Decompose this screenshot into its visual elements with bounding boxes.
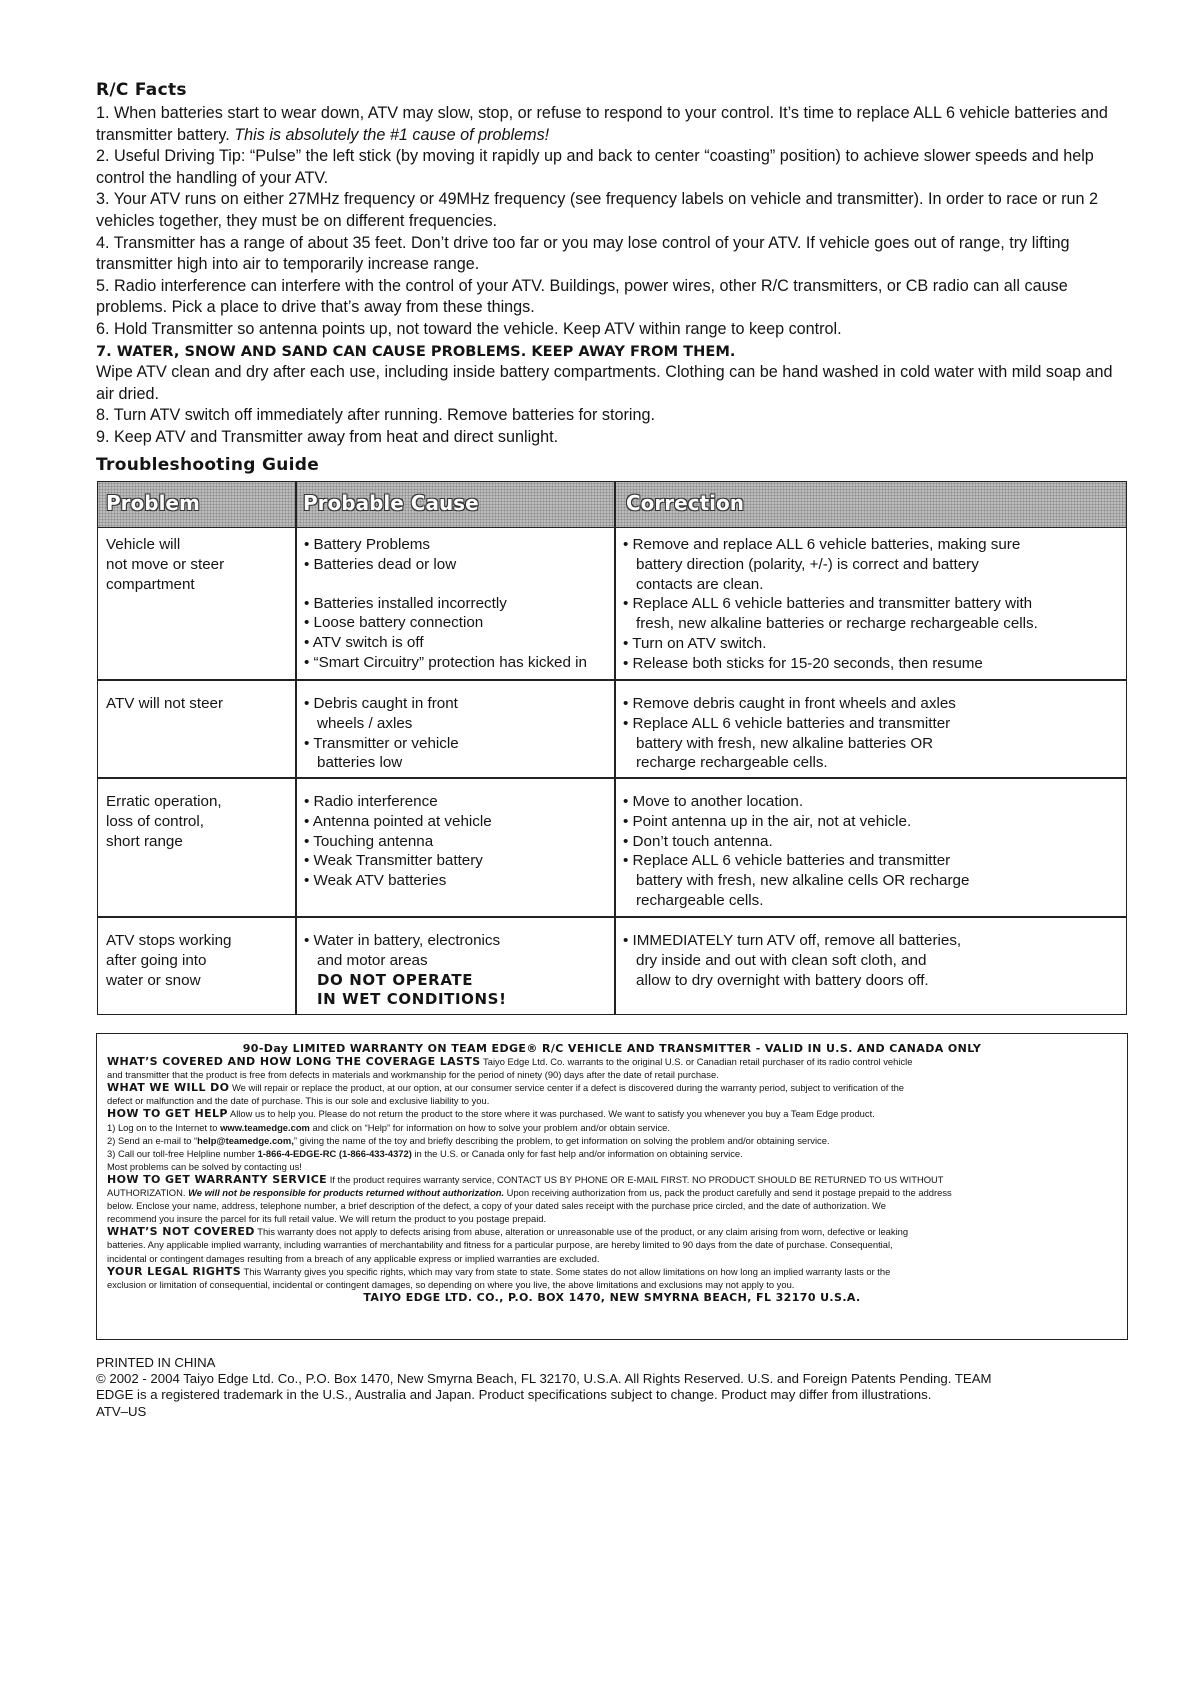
rc-facts-list: [96, 103, 1128, 449]
row-divider: [98, 679, 1126, 681]
fact-emphasis: This is absolutely the #1 cause of problems!: [234, 125, 550, 144]
column-divider: [614, 482, 616, 1014]
table-row-1-cause: [304, 535, 587, 673]
not-covered-heading: WHAT’S NOT COVERED: [107, 1225, 255, 1239]
warranty-text: [107, 1042, 1117, 1304]
row-divider: [98, 916, 1126, 918]
warranty-box: [96, 1033, 1128, 1340]
website-link[interactable]: www.teamedge.com: [220, 1121, 310, 1133]
help-text: ” giving the name of the toy and briefly describing the problem, to get information on solving the problem and/or obtaining service.: [293, 1134, 830, 1146]
not-covered-text: This warranty does not apply to defects arising from abuse, alteration or unreasonable use of the product, or any claim arising from worn, defective or leaking: [257, 1226, 909, 1238]
row-divider: [98, 777, 1126, 779]
cell-line: battery with fresh, new alkaline cells OR recharge: [636, 872, 970, 890]
table-row-4-problem: [106, 931, 231, 990]
email-link[interactable]: help@teamedge.com,: [197, 1134, 294, 1146]
warranty-covered: [107, 1055, 1117, 1068]
covered-text: and transmitter that the product is free from defects in materials and workmanship for the period of ninety (90) days after the date of retail purchase.: [107, 1069, 719, 1081]
warranty-rights: [107, 1265, 1117, 1278]
rights-text: This Warranty gives you specific rights, which may vary from state to state. Some states do not allow limitations on how long an implied warranty lasts or the: [243, 1265, 891, 1277]
table-header: [98, 482, 1126, 528]
copyright-line: © 2002 - 2004 Taiyo Edge Ltd. Co., P.O. Box 1470, New Smyrna Beach, FL 32170, U.S.A. All Rights Reserved. U.S. and Foreign Patents Pending. TEAM: [96, 1371, 992, 1387]
cell-line: short range: [106, 832, 183, 850]
not-covered-text: incidental or contingent damages resulting from a breach of any applicable express or implied warranties are excluded.: [107, 1252, 600, 1264]
cell-line: and motor areas: [317, 951, 428, 969]
fact-item: 2. Useful Driving Tip: “Pulse” the left stick (by moving it rapidly up and back to center “coasting” position) to achieve slower speeds and help control the handling of your ATV.: [96, 147, 1094, 187]
help-step-3: [107, 1147, 1117, 1160]
service-text: Upon receiving authorization from us, pack the product carefully and send it postage prepaid to the address: [504, 1187, 952, 1199]
cell-line: compartment: [106, 575, 195, 593]
fact-item: 3. Your ATV runs on either 27MHz frequency or 49MHz frequency (see frequency labels on vehicle and transmitter). In order to race or run 2 vehicles together, they must be on different frequencies.: [96, 190, 1099, 230]
cell-line: • ATV switch is off: [304, 634, 424, 652]
help-text: and click on “Help” for information on how to solve your problem and/or obtain service.: [309, 1121, 670, 1133]
cell-line: • Batteries dead or low: [304, 555, 457, 573]
cell-line: batteries low: [317, 754, 403, 772]
column-header-cause: Probable Cause: [303, 491, 479, 515]
cell-line: recharge rechargeable cells.: [636, 754, 828, 772]
cell-line: • Loose battery connection: [304, 614, 484, 632]
cell-line: Vehicle will: [106, 536, 181, 553]
service-text: below. Enclose your name, address, telephone number, a brief description of the defect, a copy of your dated sales receipt with the purchase price circled, and the date of authorization. We: [107, 1200, 886, 1212]
table-row-1-problem: [106, 535, 224, 594]
warranty-get-help: [107, 1107, 1117, 1120]
covered-heading: WHAT’S COVERED AND HOW LONG THE COVERAGE LASTS: [107, 1055, 481, 1069]
help-note: Most problems can be solved by contacting us!: [107, 1160, 302, 1172]
cell-line: loss of control,: [106, 812, 204, 830]
cell-line: • IMMEDIATELY turn ATV off, remove all batteries,: [623, 932, 962, 949]
cell-line: • Turn on ATV switch.: [623, 634, 767, 652]
cell-line: • Antenna pointed at vehicle: [304, 812, 492, 830]
cell-line: contacts are clean.: [636, 575, 764, 593]
cell-line: • Transmitter or vehicle: [304, 734, 459, 752]
column-header-problem: Problem: [106, 491, 200, 515]
column-divider: [295, 482, 297, 1014]
page-footer: [96, 1355, 1136, 1420]
warranty-not-covered: [107, 1225, 1117, 1238]
help-step-1: [107, 1121, 1117, 1134]
cell-line: battery with fresh, new alkaline batteries OR: [636, 734, 934, 752]
cell-line: ATV stops working: [106, 932, 232, 949]
helpline-number: 1-866-4-EDGE-RC (1-866-433-4372): [257, 1147, 412, 1159]
not-covered-text: batteries. Any applicable implied warranty, including warranties of merchantability and fitness for a particular purpose, are hereby limited to 90 days from the date of purchase. Consequential,: [107, 1239, 893, 1251]
cell-line: • Remove and replace ALL 6 vehicle batteries, making sure: [623, 536, 1021, 553]
cell-spacer: [304, 575, 587, 594]
cell-line: • Weak Transmitter battery: [304, 852, 483, 870]
get-help-heading: HOW TO GET HELP: [107, 1107, 228, 1121]
warranty-title: 90-Day LIMITED WARRANTY ON TEAM EDGE® R/C VEHICLE AND TRANSMITTER - VALID IN U.S. AND CANADA ONLY: [242, 1042, 982, 1055]
cell-line: • Move to another location.: [623, 793, 804, 810]
rc-facts-heading: R/C Facts: [96, 80, 187, 100]
rights-text: exclusion or limitation of consequential, incidental or contingent damages, so depending on where you live, the above limitations and exclusions may not apply to you.: [107, 1278, 795, 1290]
cell-line: • Radio interference: [304, 793, 438, 810]
warning-line: IN WET CONDITIONS!: [317, 990, 507, 1009]
get-help-text: Allow us to help you. Please do not return the product to the store where it was purchased. We want to satisfy you whenever you buy a Team Edge product.: [229, 1108, 875, 1120]
cell-line: not move or steer: [106, 555, 225, 573]
cell-line: battery direction (polarity, +/-) is correct and battery: [636, 555, 979, 573]
warranty-address: TAIYO EDGE LTD. CO., P.O. BOX 1470, NEW SMYRNA BEACH, FL 32170 U.S.A.: [363, 1290, 861, 1304]
cell-line: • Replace ALL 6 vehicle batteries and transmitter: [623, 714, 951, 732]
cell-line: • Battery Problems: [304, 536, 431, 553]
cell-line: • Touching antenna: [304, 832, 434, 850]
fact-item: Wipe ATV clean and dry after each use, including inside battery compartments. Clothing can be hand washed in cold water with mild soap and air dried.: [96, 363, 1113, 403]
warranty-will-do: [107, 1081, 1117, 1094]
table-row-2-cause: [304, 694, 459, 773]
cell-line: Erratic operation,: [106, 793, 222, 810]
fact-item: 1. When batteries start to wear down, ATV may slow, stop, or refuse to respond to your control. It’s time to replace ALL 6 vehicle batteries and transmitter battery. This is absolutely the #1 cause of problems!: [96, 104, 1108, 144]
table-row-3-problem: [106, 792, 222, 851]
covered-text: Taiyo Edge Ltd. Co. warrants to the original U.S. or Canadian retail purchaser of its radio control vehicle: [483, 1056, 913, 1068]
rights-heading: YOUR LEGAL RIGHTS: [107, 1264, 242, 1278]
cell-line: • Weak ATV batteries: [304, 872, 447, 890]
table-row-3-cause: [304, 792, 492, 891]
cell-line: rechargeable cells.: [636, 891, 764, 909]
table-row-2-problem: [106, 694, 223, 714]
table-row-3-correction: [623, 792, 969, 911]
service-text: If the product requires warranty service, CONTACT US BY PHONE OR E-MAIL FIRST. NO PRODUCT SHOULD BE RETURNED TO US WITHOUT: [329, 1173, 944, 1185]
fact-item: 8. Turn ATV switch off immediately after running. Remove batteries for storing.: [96, 406, 656, 425]
cell-line: • Point antenna up in the air, not at vehicle.: [623, 812, 912, 830]
cell-line: • Replace ALL 6 vehicle batteries and transmitter battery with: [623, 595, 1033, 613]
cell-line: water or snow: [106, 971, 201, 989]
help-text: 1) Log on to the Internet to: [107, 1121, 221, 1133]
product-code: ATV–US: [96, 1403, 147, 1419]
service-warning: We will not be responsible for products returned without authorization.: [188, 1187, 505, 1199]
cell-line: ATV will not steer: [106, 695, 224, 712]
cell-line: fresh, new alkaline batteries or recharge rechargeable cells.: [636, 615, 1038, 633]
fact-item: 4. Transmitter has a range of about 35 feet. Don’t drive too far or you may lose control of your ATV. If vehicle goes out of range, try lifting transmitter high into air to temporarily increase range.: [96, 233, 1070, 274]
cell-line: allow to dry overnight with battery doors off.: [636, 971, 929, 989]
column-header-correction: Correction: [626, 491, 744, 515]
help-text: 3) Call our toll-free Helpline number: [107, 1147, 258, 1159]
table-row-4-cause: [304, 931, 507, 1010]
troubleshooting-heading: Troubleshooting Guide: [96, 455, 320, 475]
service-text: recommend you insure the parcel for its full retail value. We will return the product to you postage prepaid.: [107, 1213, 547, 1225]
cell-line: • Don’t touch antenna.: [623, 832, 773, 850]
help-text: 2) Send an e-mail to “: [107, 1134, 198, 1146]
cell-line: • Release both sticks for 15-20 seconds, then resume: [623, 654, 983, 672]
cell-line: dry inside and out with clean soft cloth, and: [636, 951, 927, 969]
will-do-text: defect or malfunction and the date of purchase. This is our sole and exclusive liability to you.: [107, 1095, 490, 1107]
cell-line: after going into: [106, 951, 207, 969]
cell-line: • “Smart Circuitry” protection has kicked in: [304, 653, 587, 671]
troubleshooting-table: [97, 481, 1127, 1015]
cell-line: • Batteries installed incorrectly: [304, 594, 507, 612]
printed-in: PRINTED IN CHINA: [96, 1355, 216, 1370]
service-text: AUTHORIZATION.: [107, 1187, 189, 1199]
fact-item: 6. Hold Transmitter so antenna points up, not toward the vehicle. Keep ATV within range to keep control.: [96, 319, 842, 338]
warranty-service: [107, 1173, 1117, 1186]
help-step-2: [107, 1134, 1117, 1147]
fact-item: 9. Keep ATV and Transmitter away from heat and direct sunlight.: [96, 427, 559, 446]
service-heading: HOW TO GET WARRANTY SERVICE: [107, 1172, 328, 1186]
will-do-text: We will repair or replace the product, at our option, at our consumer service center if a defect is discovered during the warranty period, subject to verification of the: [231, 1082, 905, 1094]
will-do-heading: WHAT WE WILL DO: [107, 1081, 230, 1095]
service-line: [107, 1186, 1117, 1199]
table-row-4-correction: [623, 931, 961, 990]
fact-item-warning: 7. WATER, SNOW AND SAND CAN CAUSE PROBLEMS. KEEP AWAY FROM THEM.: [96, 342, 736, 360]
warning-line: DO NOT OPERATE: [317, 970, 474, 989]
table-row-2-correction: [623, 694, 956, 773]
help-text: in the U.S. or Canada only for fast help and/or information on obtaining service.: [411, 1147, 743, 1159]
table-row-1-correction: [623, 535, 1038, 674]
copyright-line: EDGE is a registered trademark in the U.S., Australia and Japan. Product specifications subject to change. Product may differ from illustrations.: [96, 1387, 932, 1403]
cell-line: • Replace ALL 6 vehicle batteries and transmitter: [623, 852, 951, 870]
cell-line: • Debris caught in front: [304, 695, 458, 712]
cell-line: • Water in battery, electronics: [304, 932, 501, 949]
cell-line: • Remove debris caught in front wheels and axles: [623, 695, 956, 712]
cell-line: wheels / axles: [317, 714, 413, 732]
fact-item: 5. Radio interference can interfere with the control of your ATV. Buildings, power wires, other R/C transmitters, or CB radio can all cause problems. Pick a place to drive that’s away from these things.: [96, 276, 1068, 317]
